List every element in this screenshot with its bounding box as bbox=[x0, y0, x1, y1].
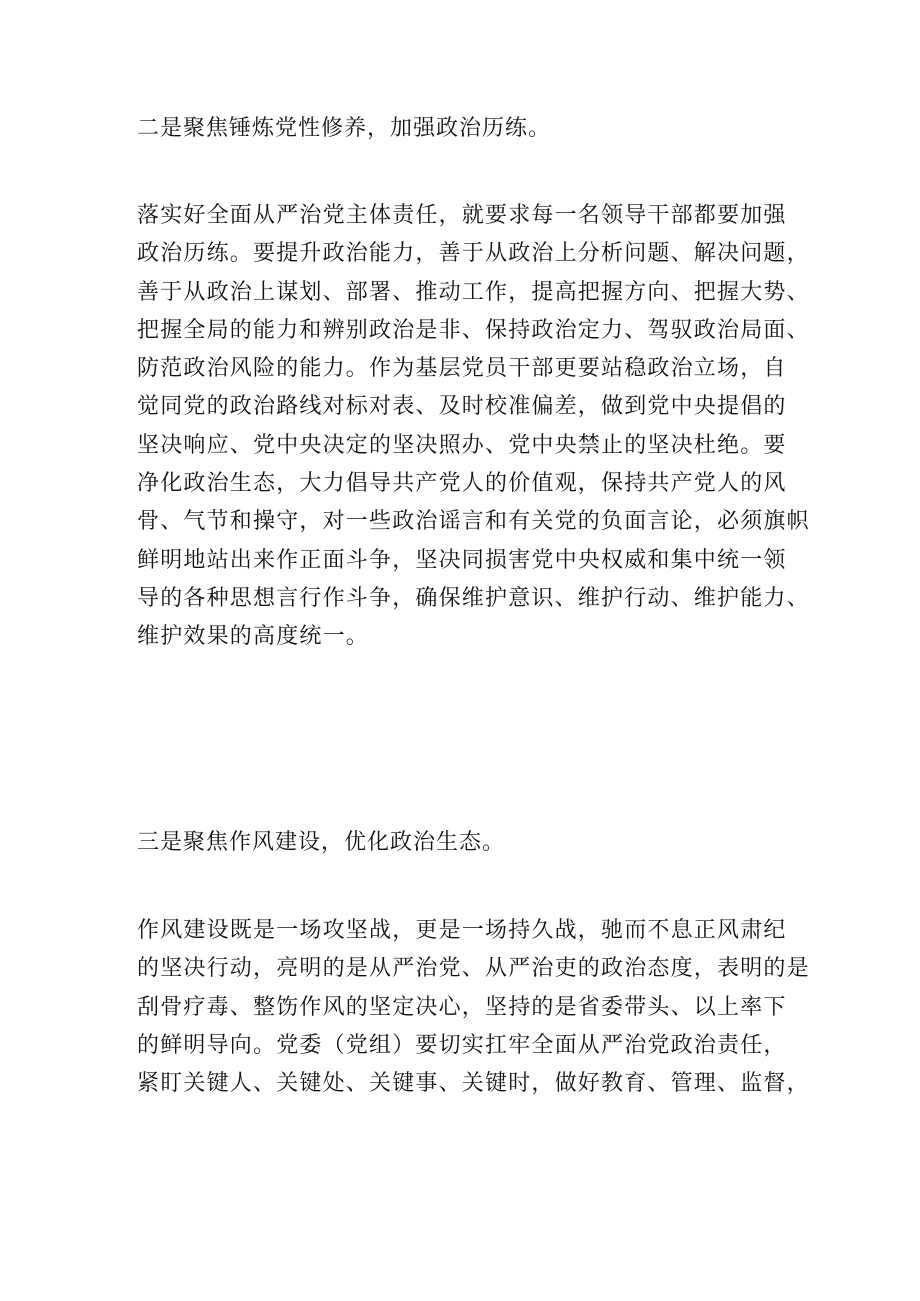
body-paragraph-3 bbox=[137, 912, 817, 1103]
paragraph-line: 紧盯关键人、关键处、关键事、关键时，做好教育、管理、监督， bbox=[137, 1071, 810, 1097]
paragraph-line: 的鲜明导向。党委（党组）要切实扛牢全面从严治党政治责任， bbox=[137, 1032, 787, 1058]
paragraph-line: 防范政治风险的能力。作为基层党员干部更要站稳政治立场，自 bbox=[137, 356, 787, 382]
paragraph-line: 的坚决行动，亮明的是从严治党、从严治吏的政治态度，表明的是 bbox=[137, 956, 810, 982]
paragraph-line: 把握全局的能力和辨别政治是非、保持政治定力、驾驭政治局面、 bbox=[137, 317, 810, 343]
paragraph-line: 政治历练。要提升政治能力，善于从政治上分析问题、解决问题， bbox=[137, 241, 810, 267]
paragraph-line: 作风建设既是一场攻坚战，更是一场持久战，驰而不息正风肃纪 bbox=[137, 918, 787, 943]
paragraph-line: 骨、气节和操守，对一些政治谣言和有关党的负面言论，必须旗帜 bbox=[137, 509, 810, 535]
paragraph-line: 鲜明地站出来作正面斗争，坚决同损害党中央权威和集中统一领 bbox=[137, 547, 787, 573]
section-heading-2: 二是聚焦锤炼党性修养，加强政治历练。 bbox=[137, 116, 552, 141]
paragraph-line: 净化政治生态，大力倡导共产党人的价值观，保持共产党人的风 bbox=[137, 471, 787, 497]
section-heading-3: 三是聚焦作风建设，优化政治生态。 bbox=[137, 830, 506, 855]
paragraph-line: 刮骨疗毒、整饬作风的坚定决心，坚持的是省委带头、以上率下 bbox=[137, 994, 787, 1020]
paragraph-line: 维护效果的高度统一。 bbox=[137, 624, 370, 650]
paragraph-line: 导的各种思想言行作斗争，确保维护意识、维护行动、维护能力、 bbox=[137, 585, 810, 611]
paragraph-line: 觉同党的政治路线对标对表、及时校准偏差，做到党中央提倡的 bbox=[137, 394, 787, 420]
body-paragraph-2 bbox=[137, 197, 817, 657]
paragraph-line: 坚决响应、党中央决定的坚决照办、党中央禁止的坚决杜绝。要 bbox=[137, 432, 787, 458]
paragraph-line: 落实好全面从严治党主体责任，就要求每一名领导干部都要加强 bbox=[137, 203, 787, 228]
paragraph-line: 善于从政治上谋划、部署、推动工作，提高把握方向、把握大势、 bbox=[137, 279, 810, 305]
